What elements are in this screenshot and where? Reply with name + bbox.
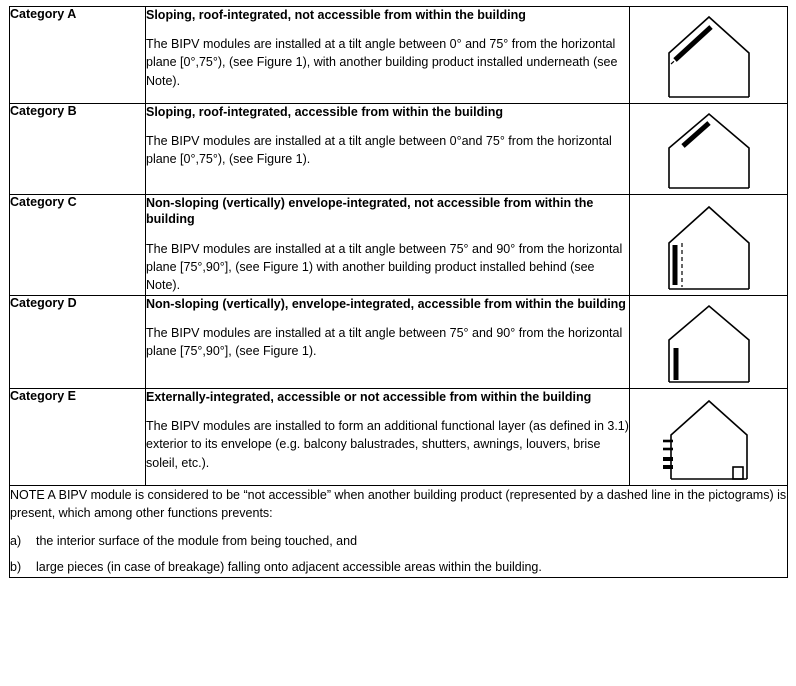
category-label: Category E	[10, 389, 76, 403]
house-sloping-roof-module-icon	[630, 104, 787, 194]
table-row	[10, 7, 788, 104]
category-description-cell	[146, 7, 630, 104]
category-label: Category A	[10, 7, 77, 21]
category-label-cell	[10, 104, 146, 195]
category-label: Category D	[10, 296, 77, 310]
category-label-cell	[10, 7, 146, 104]
table-row	[10, 195, 788, 296]
category-description-cell	[146, 389, 630, 486]
category-description-cell	[146, 104, 630, 195]
note-item-text: the interior surface of the module from being touched, and	[36, 534, 358, 549]
category-body: The BIPV modules are installed at a tilt angle between 75° and 90° from the horizontal plane [75°,90°], (see Figure 1).	[146, 326, 623, 359]
category-pictogram-cell	[630, 7, 788, 104]
house-external-layers-icon	[630, 389, 787, 485]
house-vertical-module-dashed-icon	[630, 195, 787, 295]
category-body: The BIPV modules are installed to form an additional functional layer (as defined in 3.1) exterior to its envelope (e.g. balcony balustrades, shutters, awnings, louvers, brise soleil, etc.).	[146, 419, 629, 470]
category-label-cell	[10, 389, 146, 486]
bipv-category-table	[9, 6, 788, 578]
table-row	[10, 389, 788, 486]
category-title: Sloping, roof-integrated, accessible from within the building	[146, 105, 503, 119]
house-vertical-module-icon	[630, 296, 787, 388]
category-title: Non-sloping (vertically), envelope-integrated, accessible from within the building	[146, 297, 626, 311]
category-pictogram-cell	[630, 195, 788, 296]
category-pictogram-cell	[630, 104, 788, 195]
category-label: Category B	[10, 104, 77, 118]
category-label: Category C	[10, 195, 77, 209]
note-cell	[10, 486, 788, 578]
category-description-cell	[146, 296, 630, 389]
table-row	[10, 104, 788, 195]
house-sloping-roof-module-dashed-icon	[630, 7, 787, 103]
category-title: Externally-integrated, accessible or not accessible from within the building	[146, 390, 592, 404]
category-body: The BIPV modules are installed at a tilt angle between 75° and 90° from the horizontal plane [75°,90°], (see Figure 1) with another building product installed behind (see Note).	[146, 241, 623, 292]
category-title: Non-sloping (vertically) envelope-integrated, not accessible from within the building	[146, 196, 594, 227]
note-item-text: large pieces (in case of breakage) falling onto adjacent accessible areas within the building.	[36, 560, 542, 575]
note-list-item	[10, 532, 787, 550]
note-list-item	[10, 558, 787, 576]
category-pictogram-cell	[630, 389, 788, 486]
note-marker: a)	[10, 534, 22, 549]
category-label-cell	[10, 296, 146, 389]
document-page	[0, 6, 796, 686]
category-description-cell	[146, 195, 630, 296]
note-paragraph: NOTE A BIPV module is considered to be “not accessible” when another building product (represented by a dashed line in the pictograms) is present, which among other functions prevents:	[10, 488, 787, 521]
category-body: The BIPV modules are installed at a tilt angle between 0° and 75° from the horizontal plane [0°,75°), (see Figure 1), with another building product installed underneath (see Note).	[146, 37, 618, 88]
category-label-cell	[10, 195, 146, 296]
category-body: The BIPV modules are installed at a tilt angle between 0°and 75° from the horizontal plane [0°,75°), (see Figure 1).	[146, 134, 612, 167]
table-note-row	[10, 486, 788, 578]
note-marker: b)	[10, 560, 22, 575]
category-pictogram-cell	[630, 296, 788, 389]
table-row	[10, 296, 788, 389]
category-title: Sloping, roof-integrated, not accessible from within the building	[146, 8, 526, 22]
